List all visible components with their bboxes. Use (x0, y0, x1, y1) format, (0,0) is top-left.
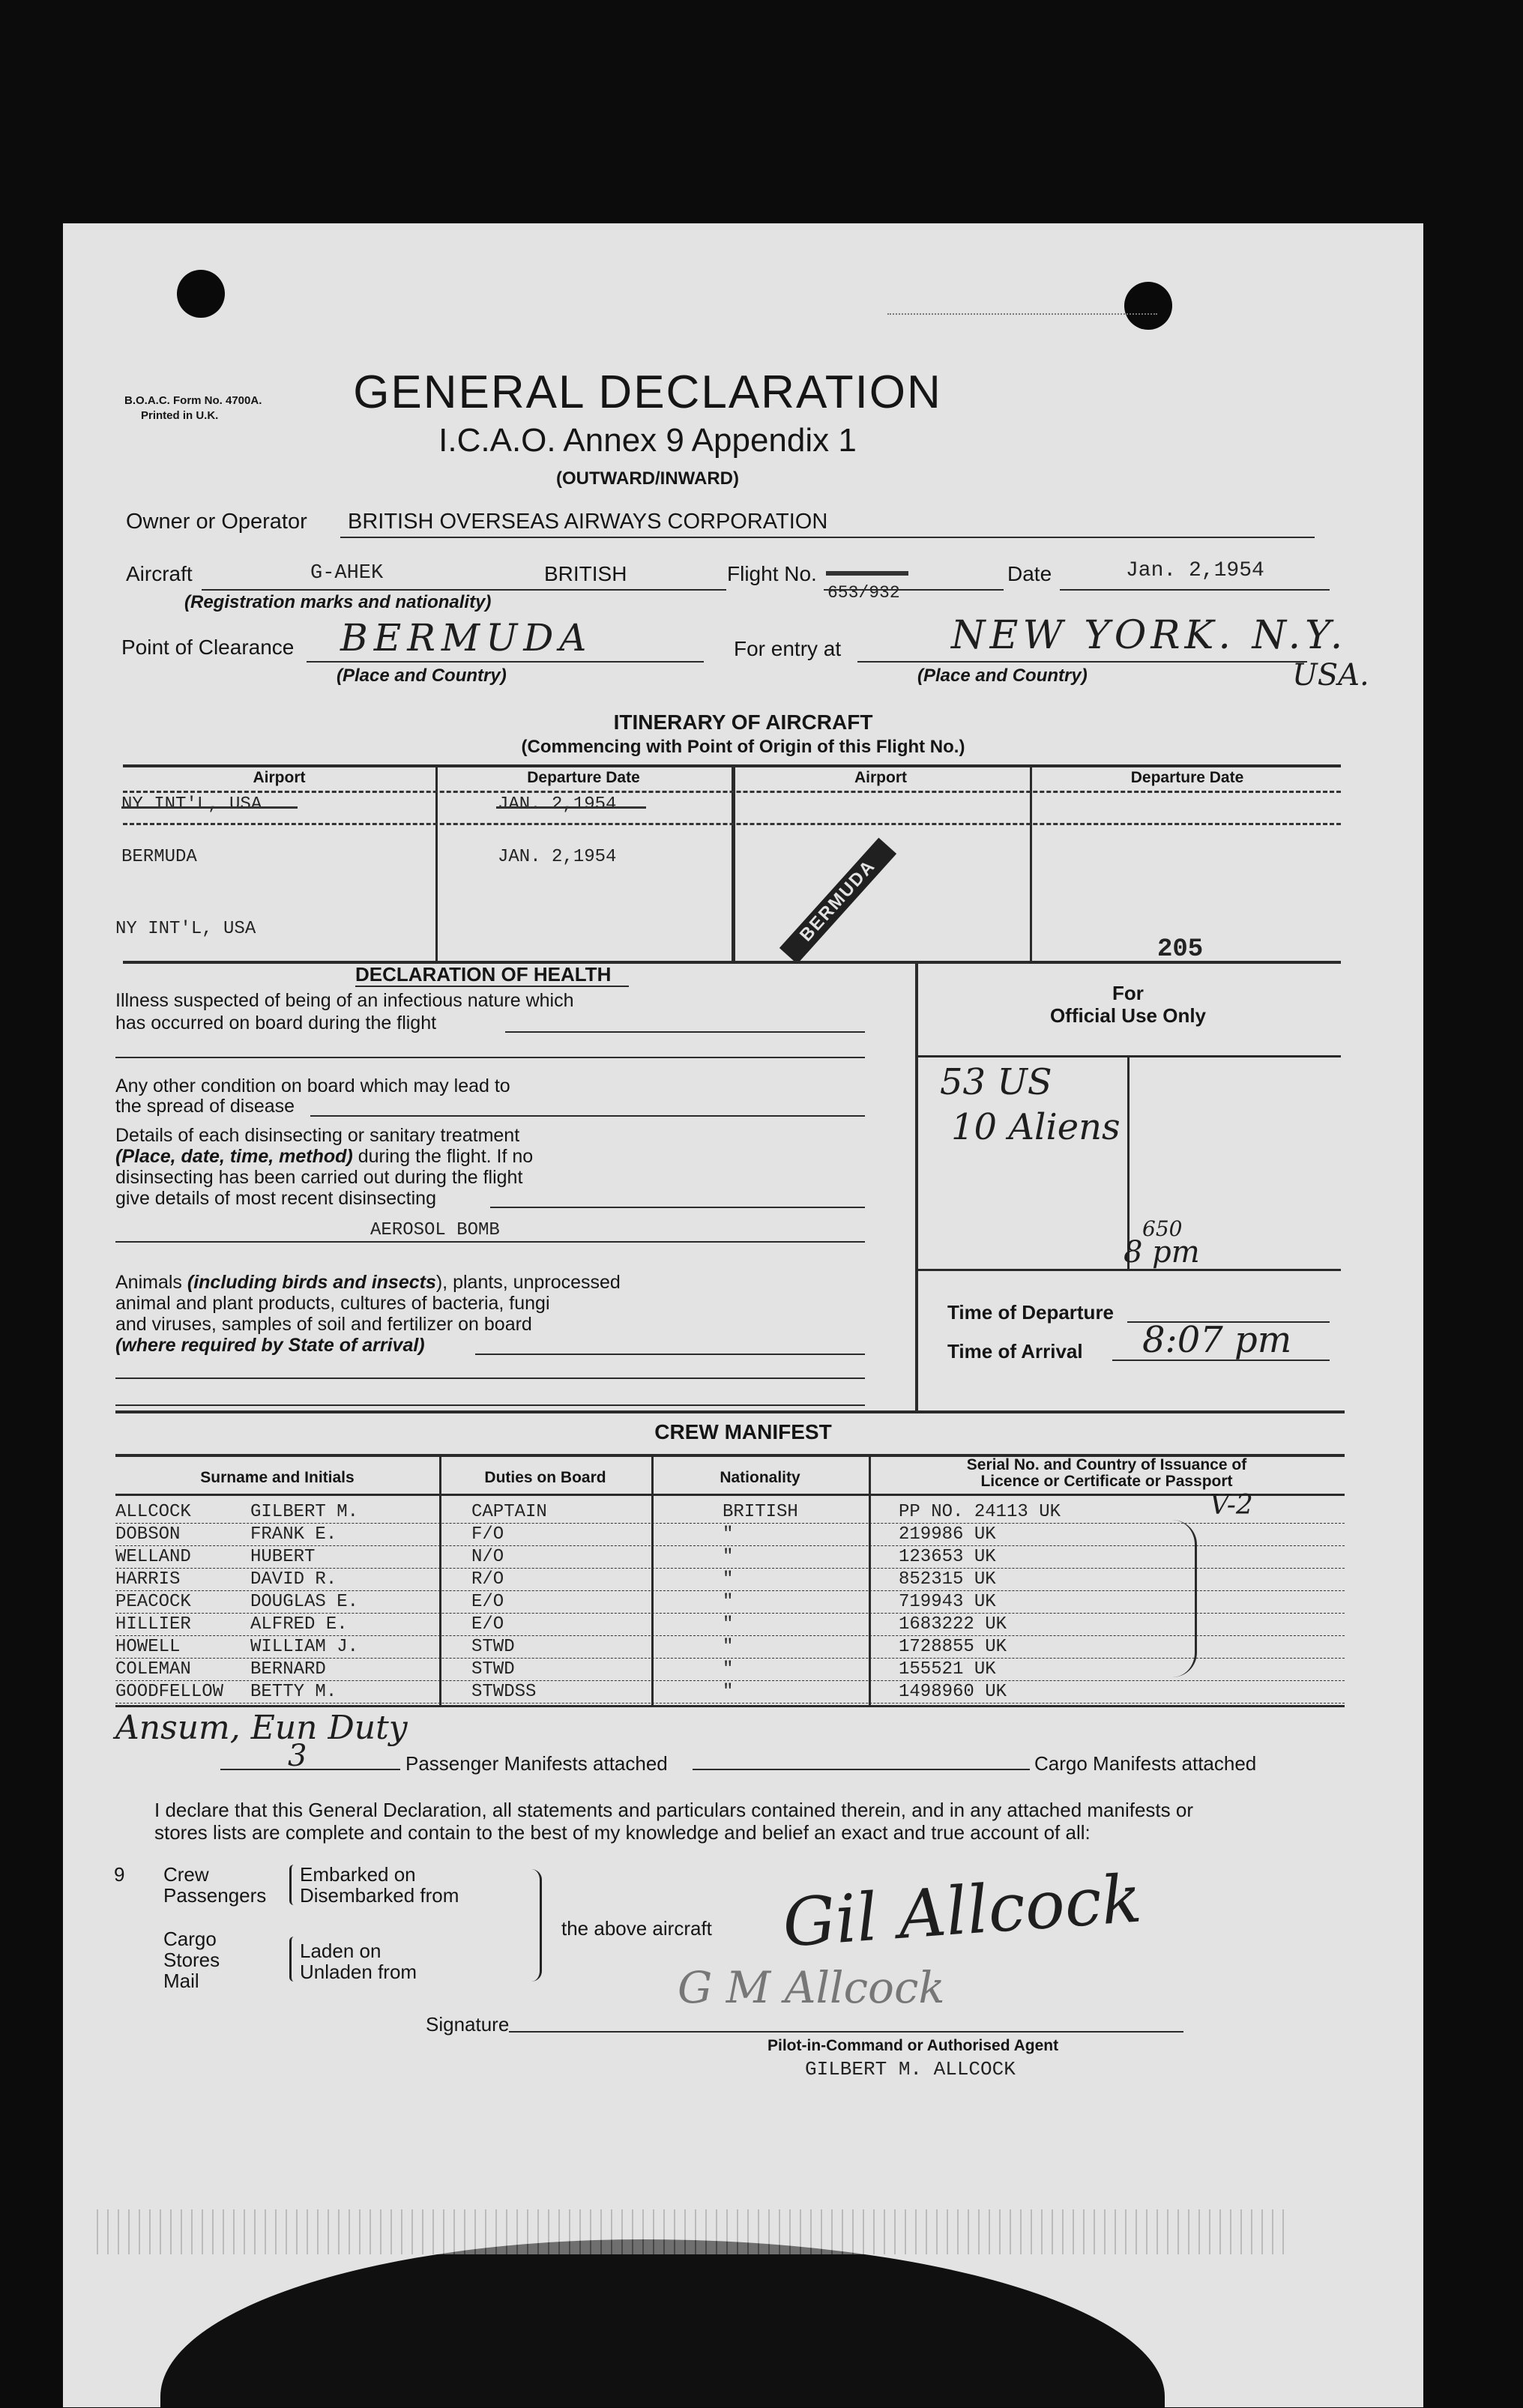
entry-value: NEW YORK. N.Y. (951, 613, 1348, 658)
itinerary-col-airport-1: Airport (253, 769, 306, 786)
declaration-above-aircraft: the above aircraft (561, 1917, 712, 1940)
official-note-2: 10 Aliens (951, 1106, 1121, 1148)
crew-initials: BETTY M. (250, 1682, 337, 1702)
crew-surname: PEACOCK (115, 1592, 191, 1612)
health-q3-answer-line (115, 1241, 865, 1243)
crew-duty: CAPTAIN (471, 1502, 547, 1522)
health-q3-flight: during the flight. If no (352, 1146, 534, 1167)
itinerary-header-rule (123, 791, 1341, 793)
entry-note: (Place and Country) (917, 666, 1088, 686)
crew-surname: DOBSON (115, 1524, 181, 1545)
crew-row-rule (115, 1658, 1345, 1659)
crew-serial: 219986 UK (899, 1524, 996, 1545)
itinerary-col-div-2 (732, 764, 735, 961)
official-note-3: 650 (1142, 1216, 1183, 1241)
health-q4-line-4: (where required by State of arrival) (115, 1335, 425, 1356)
itinerary-col-departure-1: Departure Date (527, 769, 640, 786)
arrival-label: Time of Arrival (947, 1340, 1083, 1363)
table-row (63, 1524, 1423, 1547)
printed-in: Printed in U.K. (141, 409, 219, 422)
health-q1-line-2: has occurred on board during the flight (115, 1013, 437, 1033)
health-q1-underline (505, 1031, 865, 1033)
crew-initials: GILBERT M. (250, 1502, 359, 1522)
crew-serial: 719943 UK (899, 1592, 996, 1612)
health-q4-animals: Animals (115, 1272, 187, 1293)
passenger-manifest-label: Passenger Manifests attached (405, 1752, 668, 1775)
health-q4-plants: ), plants, unprocessed (435, 1272, 621, 1293)
crew-serial: 1728855 UK (899, 1637, 1007, 1657)
crew-col-duties: Duties on Board (484, 1469, 606, 1486)
crew-row-rule (115, 1590, 1345, 1591)
health-q4-line-1 (115, 1272, 621, 1294)
clearance-underline (307, 661, 704, 663)
crew-surname: HARRIS (115, 1569, 181, 1590)
passenger-manifest-count: 3 (288, 1739, 307, 1773)
entry-label: For entry at (734, 637, 842, 660)
embark-brace (289, 1865, 298, 1905)
crew-row-rule (115, 1613, 1345, 1614)
health-q3-method: (Place, date, time, method) (115, 1146, 353, 1167)
crew-duty: E/O (471, 1614, 504, 1635)
official-title-2: Official Use Only (1049, 1004, 1207, 1027)
paper-damage-speckle (93, 2209, 1292, 2254)
flight-label: Flight No. (727, 562, 817, 585)
declaration-cargo: Cargo (163, 1928, 217, 1950)
table-row (63, 1547, 1423, 1569)
itinerary-stamp: BERMUDA (779, 838, 896, 965)
official-note-4: 8 pm (1124, 1235, 1200, 1270)
form-subtitle: I.C.A.O. Annex 9 Appendix 1 (438, 422, 857, 459)
table-row (63, 1592, 1423, 1614)
health-q1-answer-line (115, 1057, 865, 1058)
cargo-manifest-label: Cargo Manifests attached (1034, 1752, 1257, 1775)
crew-header-rule (115, 1494, 1345, 1496)
itinerary-col-departure-2: Departure Date (1130, 769, 1244, 786)
crew-initials: ALFRED E. (250, 1614, 348, 1635)
health-q4-line-3: and viruses, samples of soil and fertilizer on board (115, 1314, 532, 1335)
itinerary-col-div-3 (1030, 764, 1032, 961)
departure-label: Time of Departure (947, 1301, 1115, 1324)
health-q4-line-2: animal and plant products, cultures of bacteria, fungi (115, 1293, 550, 1314)
health-q1-line-1: Illness suspected of being of an infectious nature which (115, 990, 574, 1011)
crew-nationality: " (723, 1637, 734, 1657)
entry-underline (857, 661, 1307, 663)
crew-col-nationality: Nationality (720, 1469, 800, 1486)
declaration-laden: Laden on (300, 1940, 381, 1962)
itinerary-row-2-airport: BERMUDA (121, 847, 197, 867)
table-row (63, 1569, 1423, 1592)
itinerary-bottom-rule (123, 961, 1341, 964)
crew-nationality: " (723, 1659, 734, 1680)
crew-serial: PP NO. 24113 UK (899, 1502, 1061, 1522)
declaration-crew: Crew (163, 1863, 209, 1886)
crew-surname: GOODFELLOW (115, 1682, 224, 1702)
signature-primary: Gil Allcock (779, 1859, 1144, 1962)
crew-surname: ALLCOCK (115, 1502, 191, 1522)
aircraft-underline (202, 589, 726, 591)
health-q4-underline (475, 1354, 865, 1355)
crew-surname: HOWELL (115, 1637, 181, 1657)
health-title-underline (355, 986, 629, 987)
health-q2-line-2: the spread of disease (115, 1096, 295, 1117)
declaration-stores: Stores (163, 1949, 220, 1971)
crew-serial: 155521 UK (899, 1659, 996, 1680)
itinerary-row-2-date: JAN. 2,1954 (498, 847, 617, 867)
crew-duty: STWDSS (471, 1682, 537, 1702)
crew-row-rule (115, 1635, 1345, 1636)
crew-row-rule (115, 1545, 1345, 1546)
table-row (63, 1682, 1423, 1704)
crew-duty: F/O (471, 1524, 504, 1545)
punch-hole-right (1124, 282, 1172, 330)
clearance-value: BERMUDA (340, 616, 593, 660)
table-row (63, 1614, 1423, 1637)
crew-col-serial-1: Serial No. and Country of Issuance of (966, 1456, 1247, 1473)
declaration-passengers: Passengers (163, 1884, 267, 1907)
signature-underline (509, 2031, 1183, 2033)
declaration-unladen: Unladen from (300, 1961, 417, 1983)
owner-value: BRITISH OVERSEAS AIRWAYS CORPORATION (348, 510, 828, 534)
itinerary-subtitle: (Commencing with Point of Origin of this Flight No.) (521, 737, 965, 757)
health-q2-underline (310, 1115, 865, 1117)
passenger-manifest-underline (220, 1769, 400, 1770)
signature-secondary: G M Allcock (678, 1962, 945, 2013)
official-number: 205 (1157, 935, 1204, 964)
declaration-embarked: Embarked on (300, 1863, 416, 1886)
declaration-line-2: stores lists are complete and contain to the best of my knowledge and belief an exact and true account of all: (154, 1821, 1091, 1844)
crew-initials: DAVID R. (250, 1569, 337, 1590)
official-title-1: For (1112, 982, 1144, 1004)
crew-initials: WILLIAM J. (250, 1637, 359, 1657)
declaration-mail: Mail (163, 1970, 199, 1992)
crew-handwritten-note: Ansum, Eun Duty (115, 1709, 408, 1747)
form-direction: (OUTWARD/INWARD) (556, 468, 739, 489)
crew-serial: 1683222 UK (899, 1614, 1007, 1635)
flight-number-strikeout (826, 571, 908, 576)
health-q4-answer-line-1 (115, 1377, 865, 1379)
crew-surname: COLEMAN (115, 1659, 191, 1680)
table-row (63, 1637, 1423, 1659)
serial-bracket (1172, 1520, 1197, 1677)
crew-col-serial-2: Licence or Certificate or Passport (980, 1473, 1233, 1490)
clearance-note: (Place and Country) (337, 666, 507, 686)
itinerary-col-div-1 (435, 764, 438, 961)
crew-row-rule (115, 1703, 1345, 1704)
itinerary-row-1-date-strikeout (496, 806, 646, 809)
itinerary-title: ITINERARY OF AIRCRAFT (613, 710, 873, 734)
signer-role: Pilot-in-Command or Authorised Agent (767, 2037, 1059, 2054)
crew-row-rule (115, 1523, 1345, 1524)
arrival-underline (1112, 1360, 1330, 1361)
crew-nationality: " (723, 1682, 734, 1702)
flight-number: 653/932 (827, 583, 900, 603)
date-label: Date (1007, 562, 1052, 585)
declaration-form (63, 223, 1423, 2407)
itinerary-row-1-rule (123, 823, 1341, 825)
official-note-1: 53 US (940, 1061, 1052, 1103)
table-row (63, 1659, 1423, 1682)
owner-label: Owner or Operator (126, 510, 307, 534)
health-q3-line-2 (115, 1146, 533, 1168)
crew-duty: STWD (471, 1637, 515, 1657)
health-q3-line-1: Details of each disinsecting or sanitary treatment (115, 1125, 520, 1146)
aircraft-note: (Registration marks and nationality) (184, 592, 492, 612)
health-q3-line-4: give details of most recent disinsecting (115, 1188, 436, 1209)
health-title: DECLARATION OF HEALTH (355, 963, 612, 986)
arrival-value: 8:07 pm (1142, 1319, 1292, 1361)
flight-underline (824, 589, 1004, 591)
declaration-line-1: I declare that this General Declaration, all statements and particulars contained therein, and in any attached manifests or (154, 1799, 1193, 1821)
entry-value-country: USA. (1292, 658, 1369, 692)
declaration-count: 9 (114, 1863, 125, 1886)
crew-serial: 1498960 UK (899, 1682, 1007, 1702)
paper-damage-dark (160, 2239, 1165, 2407)
crew-nationality: " (723, 1547, 734, 1567)
crew-initials: FRANK E. (250, 1524, 337, 1545)
form-title: GENERAL DECLARATION (353, 366, 942, 418)
crew-duty: R/O (471, 1569, 504, 1590)
date-underline (1060, 589, 1330, 591)
cargo-manifest-underline (693, 1769, 1030, 1770)
crew-nationality: " (723, 1614, 734, 1635)
itinerary-row-3-airport: NY INT'L, USA (115, 919, 256, 939)
signature-label: Signature (426, 2013, 510, 2036)
health-q4-answer-line-2 (115, 1404, 865, 1406)
date-value: Jan. 2,1954 (1126, 559, 1264, 582)
serial-mark: V-2 (1210, 1490, 1253, 1521)
crew-surname: WELLAND (115, 1547, 191, 1567)
signer-name: GILBERT M. ALLCOCK (805, 2058, 1016, 2080)
crew-col-surname: Surname and Initials (200, 1469, 355, 1486)
crew-serial: 123653 UK (899, 1547, 996, 1567)
clearance-label: Point of Clearance (121, 636, 295, 659)
crew-nationality: " (723, 1569, 734, 1590)
crew-duty: E/O (471, 1592, 504, 1612)
crew-initials: HUBERT (250, 1547, 316, 1567)
health-q3-underline (490, 1207, 865, 1208)
crew-duty: N/O (471, 1547, 504, 1567)
crew-nationality: BRITISH (723, 1502, 798, 1522)
crew-initials: DOUGLAS E. (250, 1592, 359, 1612)
itinerary-row-1-airport-strikeout (121, 806, 298, 809)
health-q3-answer: AEROSOL BOMB (370, 1220, 500, 1240)
crew-row-rule (115, 1568, 1345, 1569)
punch-hole-left (177, 270, 225, 318)
health-q3-line-3: disinsecting has been carried out during the flight (115, 1167, 523, 1188)
crew-nationality: " (723, 1524, 734, 1545)
laden-brace (289, 1937, 298, 1982)
form-number: B.O.A.C. Form No. 4700A. (124, 394, 262, 407)
crew-bottom-rule (115, 1705, 1345, 1707)
crew-surname: HILLIER (115, 1614, 191, 1635)
crew-nationality: " (723, 1592, 734, 1612)
crew-title: CREW MANIFEST (654, 1420, 832, 1443)
crew-serial: 852315 UK (899, 1569, 996, 1590)
aircraft-label: Aircraft (126, 562, 193, 585)
crew-initials: BERNARD (250, 1659, 326, 1680)
aircraft-registration: G-AHEK (310, 562, 384, 585)
health-q2-line-1: Any other condition on board which may lead to (115, 1075, 510, 1096)
declaration-disembarked: Disembarked from (300, 1884, 459, 1907)
aircraft-nationality: BRITISH (544, 562, 627, 585)
crew-duty: STWD (471, 1659, 515, 1680)
itinerary-row-1-airport: NY INT'L, USA (121, 794, 262, 815)
health-official-divider (915, 961, 918, 1410)
itinerary-row-1-date: JAN. 2,1954 (498, 794, 617, 815)
health-q4-birds: (including birds and insects (187, 1272, 436, 1293)
itinerary-col-airport-2: Airport (854, 769, 907, 786)
scratch-mark (887, 313, 1157, 315)
health-bottom-rule (115, 1410, 1345, 1413)
aircraft-brace (529, 1869, 542, 1982)
owner-underline (340, 537, 1315, 538)
crew-row-rule (115, 1680, 1345, 1681)
